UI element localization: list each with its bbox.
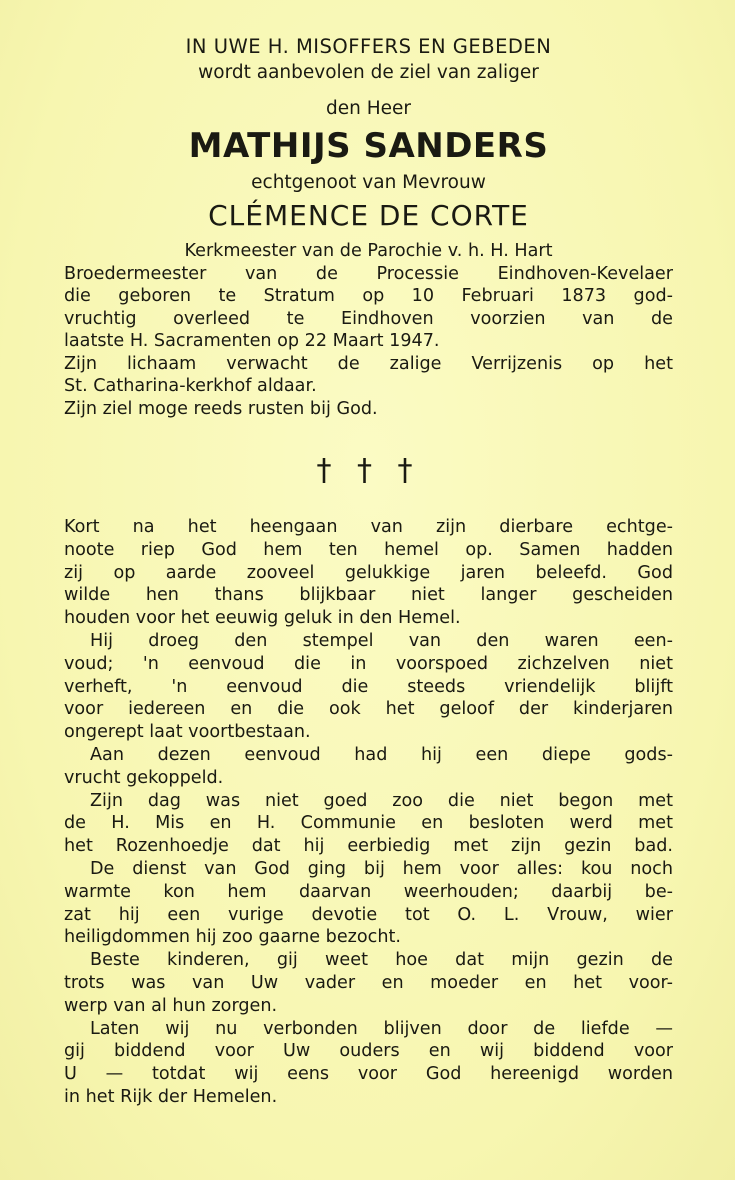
bio-line: die geboren te Stratum op 10 Februari 1873 god- <box>64 286 673 306</box>
eulogy-line: Beste kinderen, gij weet hoe dat mijn gezin de <box>90 950 673 971</box>
eulogy-line: het Rozenhoedje dat hij eerbiedig met zijn gezin bad. <box>64 836 673 857</box>
eulogy-line: verheft, 'n eenvoud die steeds vriendelijk blijft <box>64 676 673 697</box>
deceased-name: MATHIJS SANDERS <box>188 126 549 166</box>
eulogy-line: heiligdommen hij zoo gaarne bezocht. <box>64 927 401 948</box>
eulogy-text <box>64 516 673 1109</box>
eulogy-line: wilde hen thans blijkbaar niet langer gescheiden <box>64 585 673 606</box>
intro-line: IN UWE H. MISOFFERS EN GEBEDEN <box>185 35 552 58</box>
eulogy-line: noote riep God hem ten hemel op. Samen hadden <box>64 539 673 560</box>
eulogy-line: voud; 'n eenvoud die in voorspoed zichzelven niet <box>64 653 673 674</box>
crosses-icon: † † † <box>316 453 421 488</box>
eulogy-line: vrucht gekoppeld. <box>64 767 224 788</box>
spouse-name: CLÉMENCE DE CORTE <box>208 199 529 232</box>
biography <box>64 240 673 420</box>
eulogy-line: De dienst van God ging bij hem voor alles: kou noch <box>90 858 673 879</box>
bio-line: Broedermeester van de Processie Eindhoven-Kevelaer <box>64 263 673 284</box>
eulogy-line: ongerept laat voortbestaan. <box>64 722 311 743</box>
recommendation-line: wordt aanbevolen de ziel van zaliger <box>198 62 539 83</box>
bio-line: Kerkmeester van de Parochie v. h. H. Hart <box>184 241 553 261</box>
eulogy-line: Laten wij nu verbonden blijven door de liefde — <box>90 1018 673 1039</box>
bio-line: vruchtig overleed te Eindhoven voorzien van de <box>64 308 673 329</box>
eulogy-line: in het Rijk der Hemelen. <box>64 1086 278 1107</box>
eulogy-line: gij biddend voor Uw ouders en wij biddend voor <box>64 1041 673 1062</box>
eulogy-line: de H. Mis en H. Communie en besloten werd met <box>64 813 673 834</box>
eulogy-line: trots was van Uw vader en moeder en het voor- <box>64 972 673 993</box>
eulogy-line: zat hij een vurige devotie tot O. L. Vrouw, wier <box>64 904 673 925</box>
eulogy-line: zij op aarde zooveel gelukkige jaren beleefd. God <box>64 562 673 583</box>
bio-line: St. Catharina-kerkhof aldaar. <box>64 376 317 396</box>
spouse-intro: echtgenoot van Mevrouw <box>251 172 486 193</box>
eulogy-line: Aan dezen eenvoud had hij een diepe gods- <box>90 744 673 765</box>
bio-line: Zijn ziel moge reeds rusten bij God. <box>64 398 378 419</box>
eulogy-line: werp van al hun zorgen. <box>64 995 278 1016</box>
eulogy-line: houden voor het eeuwig geluk in den Hemel. <box>64 608 461 629</box>
eulogy-line: Zijn dag was niet goed zoo die niet begon met <box>90 790 673 811</box>
eulogy-line: warmte kon hem daarvan weerhouden; daarbij be- <box>64 881 673 902</box>
bio-line: laatste H. Sacramenten op 22 Maart 1947. <box>64 331 440 351</box>
eulogy-line: voor iedereen en die ook het geloof der kinderjaren <box>64 699 673 720</box>
bio-line: Zijn lichaam verwacht de zalige Verrijzenis op het <box>64 353 673 374</box>
title-line: den Heer <box>325 98 411 119</box>
eulogy-line: U — totdat wij eens voor God hereenigd worden <box>64 1064 673 1085</box>
card-header <box>64 34 673 234</box>
eulogy-line: Kort na het heengaan van zijn dierbare echtge- <box>64 517 673 537</box>
eulogy-line: Hij droeg den stempel van den waren een- <box>90 630 673 651</box>
